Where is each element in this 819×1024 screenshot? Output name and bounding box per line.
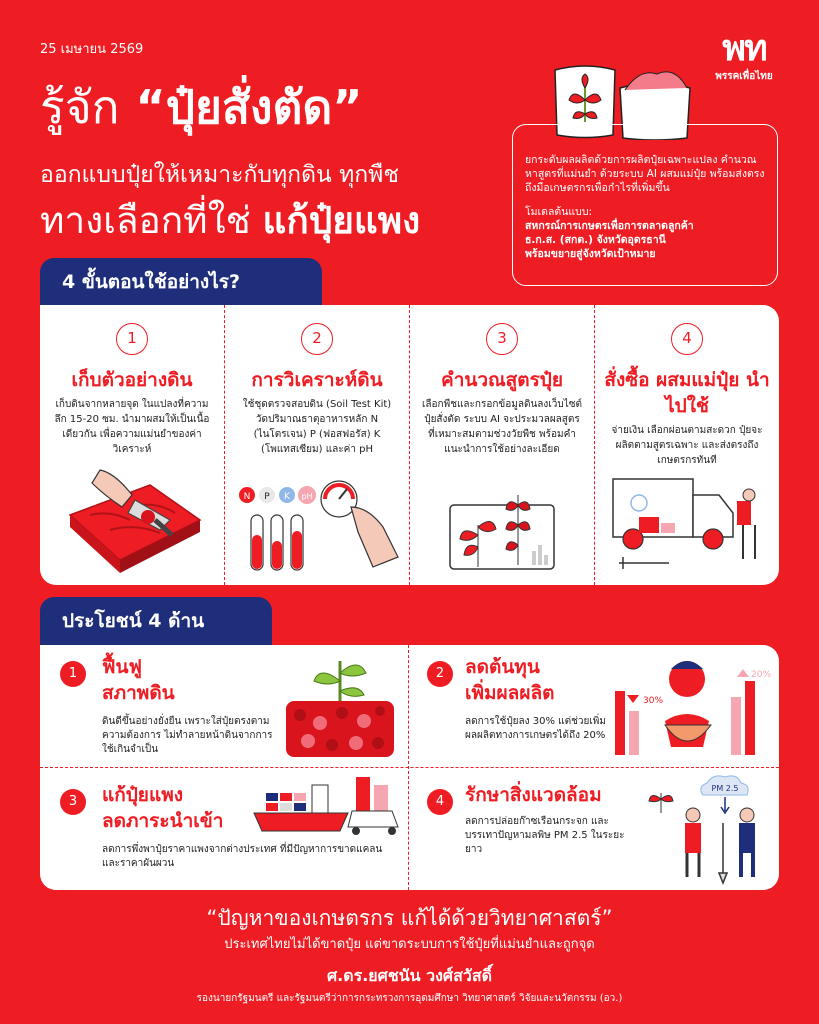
benefit-card-4 bbox=[409, 769, 779, 890]
cost-yield-chart-icon bbox=[607, 651, 773, 763]
benefit-card-3 bbox=[40, 769, 408, 890]
page-title bbox=[40, 78, 362, 136]
step-card-4 bbox=[595, 305, 779, 585]
pm25-cloud-label: PM 2.5 bbox=[711, 784, 739, 793]
info-box-model-line3: พร้อมขยายสู่จังหวัดเป้าหมาย bbox=[525, 248, 656, 260]
info-box bbox=[512, 124, 778, 286]
benefit-number: 4 bbox=[427, 789, 453, 815]
party-logo bbox=[709, 30, 779, 84]
date: 25 เมษายน 2569 bbox=[40, 42, 144, 57]
logo-party-name: พรรคเพื่อไทย bbox=[715, 71, 773, 82]
step-title: สั่งซื้อ ผสมแม่ปุ๋ย นำไปใช้ bbox=[604, 369, 770, 417]
title-prefix: รู้จัก bbox=[40, 80, 120, 134]
benefit-title-line1: แก้ปุ๋ยแพง bbox=[102, 784, 183, 806]
step-card-3 bbox=[410, 305, 595, 585]
benefit-description: ลดการปล่อยก๊าซเรือนกระจก และบรรเทาปัญหามลพิษ PM 2.5 ในระยะยาว bbox=[465, 816, 625, 855]
kit-label-p: P bbox=[264, 492, 270, 502]
benefit-title-line1: ลดต้นทุน bbox=[465, 656, 540, 678]
benefit-number: 3 bbox=[60, 789, 86, 815]
step-description: เก็บดินจากหลายจุด ในแปลงที่ความลึก 15-20 ซม. นำมาผสมให้เป็นเนื้อเดียวกัน เพื่อความแม่นยำของค่าวิเคราะห์ bbox=[54, 399, 210, 455]
info-box-model-line1: สหกรณ์การเกษตรเพื่อการตลาดลูกค้า bbox=[525, 220, 694, 232]
soil-test-kit-icon bbox=[233, 477, 405, 577]
delivery-truck-icon bbox=[609, 473, 769, 573]
benefit-number: 2 bbox=[427, 661, 453, 687]
subtitle-line2-bold: แก้ปุ๋ยแพง bbox=[262, 199, 421, 242]
kit-label-n: N bbox=[243, 492, 251, 502]
title-main: “ปุ๋ยสั่งตัด” bbox=[135, 80, 363, 134]
footer-quote: “ปัญหาของเกษตรกร แก้ได้ด้วยวิทยาศาสตร์” bbox=[206, 906, 613, 930]
benefit-description: ลดการพึ่งพาปุ๋ยราคาแพงจากต่างประเทศ ที่มีปัญหาการขาดแคลนและราคาผันผวน bbox=[102, 844, 383, 869]
benefit-title-line2: สภาพดิน bbox=[102, 682, 175, 704]
footer-quote-subtitle: ประเทศไทยไม่ได้ขาดปุ๋ย แต่ขาดระบบการใช้ปุ๋ยที่แม่นยำและถูกจุด bbox=[224, 937, 595, 952]
step-title: เก็บตัวอย่างดิน bbox=[71, 369, 193, 391]
steps-section-heading: 4 ขั้นตอนใช้อย่างไร? bbox=[40, 258, 322, 306]
steps-panel bbox=[40, 305, 779, 585]
step-description: จ่ายเงิน เลือกผ่อนตามสะดวก ปุ๋ยจะผลิตตามสูตรเฉพาะ และส่งตรงถึงเกษตรกรทันที bbox=[611, 425, 763, 466]
cargo-ship-icon bbox=[252, 771, 402, 841]
info-box-model-line2: ธ.ก.ส. (สกต.) จังหวัดอุดรธานี bbox=[525, 234, 666, 246]
subtitle-line1: ออกแบบปุ๋ยให้เหมาะกับทุกดิน ทุกพืช bbox=[40, 162, 399, 188]
info-box-text: ยกระดับผลผลิตด้วยการผลิตปุ๋ยเฉพาะแปลง คำนวณหาสูตรที่แม่นยำ ด้วยระบบ AI ผสมแม่ปุ๋ย พร้อมส่งตรงถึงมือเกษตรกรเพื่อกำไรที่เพิ่มขึ้น bbox=[525, 154, 765, 194]
step-title: คำนวณสูตรปุ๋ย bbox=[441, 369, 563, 391]
benefit-title-line1: รักษาสิ่งแวดล้อม bbox=[465, 784, 602, 806]
author-name: ศ.ดร.ยศชนัน วงศ์สวัสดิ์ bbox=[327, 966, 492, 985]
benefit-title-line1: ฟื้นฟู bbox=[102, 656, 142, 678]
step-number: 4 bbox=[671, 323, 703, 355]
step-number: 2 bbox=[301, 323, 333, 355]
logo-mark: พท bbox=[722, 28, 766, 69]
healthy-soil-plant-icon bbox=[280, 651, 400, 763]
benefit-title-line2: ลดภาระนำเข้า bbox=[102, 810, 224, 832]
step-number: 1 bbox=[116, 323, 148, 355]
soil-sampling-icon bbox=[60, 465, 205, 575]
step-description: ใช้ชุดตรวจสอบดิน (Soil Test Kit) วัดปริมาณธาตุอาหารหลัก N (ไนโตรเจน) P (ฟอสฟอรัส) K (โพแทสเซียม) และค่า pH bbox=[242, 399, 392, 455]
subtitle-line2 bbox=[40, 196, 420, 246]
benefit-card-1 bbox=[40, 645, 408, 767]
benefit-number: 1 bbox=[60, 661, 86, 687]
step-title: การวิเคราะห์ดิน bbox=[251, 369, 383, 391]
step-description: เลือกพืชและกรอกข้อมูลดินลงเว็บไซต์ปุ๋ยสั่งตัด ระบบ AI จะประมวลผลสูตรที่เหมาะสมตามช่วงวัยพืช พร้อมคำแนะนำการใช้อย่างละเอียด bbox=[422, 399, 583, 455]
kit-label-k: K bbox=[284, 492, 290, 502]
step-number: 3 bbox=[486, 323, 518, 355]
ai-calculation-screen-icon bbox=[448, 485, 558, 575]
benefit-description: ลดการใช้ปุ๋ยลง 30% แต่ช่วยเพิ่มผลผลิตทางการเกษตรได้ถึง 20% bbox=[465, 716, 606, 741]
divider-horizontal bbox=[40, 767, 779, 768]
down-percent-label: 30% bbox=[643, 696, 664, 706]
up-percent-label: 20% bbox=[751, 670, 772, 680]
benefits-panel bbox=[40, 645, 779, 890]
benefit-title-line2: เพิ่มผลผลิต bbox=[465, 682, 555, 704]
info-box-model-label: โมเดลต้นแบบ: bbox=[525, 206, 593, 218]
step-card-1 bbox=[40, 305, 225, 585]
benefits-section-heading: ประโยชน์ 4 ด้าน bbox=[40, 597, 272, 645]
environment-farmers-icon bbox=[641, 773, 771, 885]
benefit-card-2 bbox=[409, 645, 779, 767]
kit-label-ph: pH bbox=[301, 492, 313, 501]
author-position: รองนายกรัฐมนตรี และรัฐมนตรีว่าการกระทรวงการอุดมศึกษา วิทยาศาสตร์ วิจัยและนวัตกรรม (อว.) bbox=[196, 993, 623, 1004]
subtitle-line2-prefix: ทางเลือกที่ใช่ bbox=[40, 199, 251, 242]
benefit-description: ดินดีขึ้นอย่างยั่งยืน เพราะใส่ปุ๋ยตรงตามความต้องการ ไม่ทำลายหน้าดินจากการใช้เกินจำเป็น bbox=[102, 716, 273, 755]
step-card-2 bbox=[225, 305, 410, 585]
